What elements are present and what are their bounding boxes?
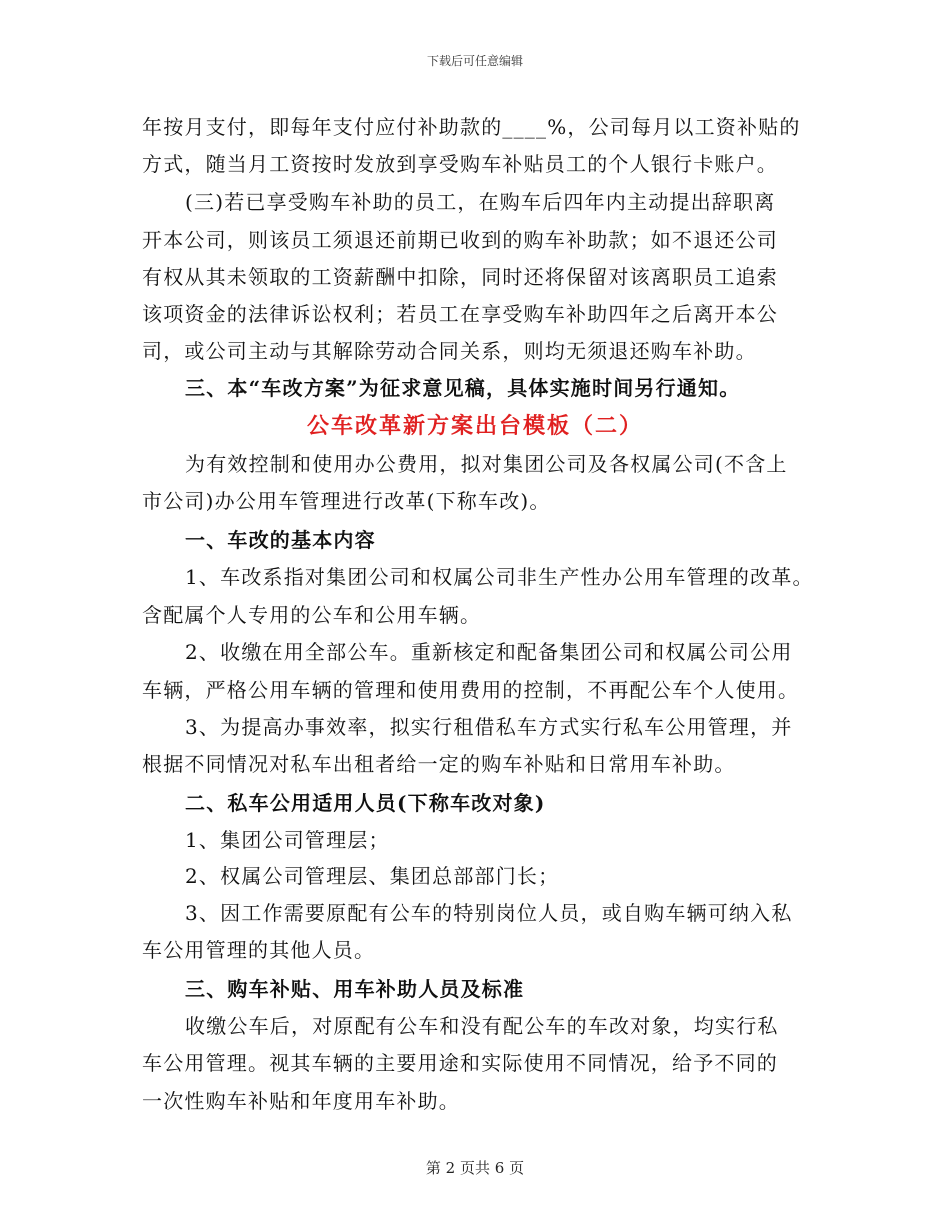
body-line: 年按月支付，即每年支付应付补助款的____%，公司每月以工资补贴的 [142, 115, 801, 139]
body-line: 车辆，严格公用车辆的管理和使用费用的控制，不再配公车个人使用。 [142, 678, 800, 702]
body-line: 3、为提高办事效率，拟实行租借私车方式实行私车公用管理，并 [185, 715, 793, 739]
body-line: 车公用管理。视其车辆的主要用途和实际使用不同情况，给予不同的 [142, 1051, 778, 1075]
document-title: 公车改革新方案出台模板（二） [306, 413, 643, 439]
body-line: 1、集团公司管理层； [185, 828, 390, 852]
section-heading: 三、购车补贴、用车补助人员及标准 [185, 977, 525, 1001]
body-line: 方式，随当月工资按时发放到享受购车补贴员工的个人银行卡账户。 [142, 152, 778, 176]
header-note: 下载后可任意编辑 [426, 54, 523, 68]
section-heading: 二、私车公用适用人员(下称车改对象) [185, 791, 546, 815]
body-line: 2、收缴在用全部公车。重新核定和配备集团公司和权属公司公用 [185, 640, 793, 664]
body-line: 3、因工作需要原配有公车的特别岗位人员，或自购车辆可纳入私 [185, 901, 793, 925]
body-line: 有权从其未领取的工资薪酬中扣除，同时还将保留对该离职员工追索 [142, 265, 778, 289]
body-line: 市公司)办公用车管理进行改革(下称车改)。 [142, 489, 551, 513]
body-line: (三)若已享受购车补助的员工，在购车后四年内主动提出辞职离 [185, 190, 776, 214]
body-line: 开本公司，则该员工须退还前期已收到的购车补助款；如不退还公司 [142, 228, 778, 252]
body-line: 收缴公车后，对原配有公车和没有配公车的车改对象，均实行私 [185, 1014, 779, 1038]
section-heading: 三、本“车改方案”为征求意见稿，具体实施时间另行通知。 [185, 376, 741, 400]
body-line: 该项资金的法律诉讼权利；若员工在享受购车补助四年之后离开本公 [142, 302, 778, 326]
body-line: 含配属个人专用的公车和公用车辆。 [142, 603, 482, 627]
body-line: 为有效控制和使用办公费用，拟对集团公司及各权属公司(不含上 [185, 452, 788, 476]
body-line: 2、权属公司管理层、集团总部部门长； [185, 864, 560, 888]
body-line: 根据不同情况对私车出租者给一定的购车补贴和日常用车补助。 [142, 752, 736, 776]
body-line: 车公用管理的其他人员。 [142, 938, 376, 962]
section-heading: 一、车改的基本内容 [185, 528, 376, 552]
page-number-footer: 第 2 页共 6 页 [425, 1159, 525, 1177]
body-line: 1、车改系指对集团公司和权属公司非生产性办公用车管理的改革。 [185, 565, 814, 589]
body-line: 司，或公司主动与其解除劳动合同关系，则均无须退还购车补助。 [142, 339, 757, 363]
body-line: 一次性购车补贴和年度用车补助。 [142, 1089, 460, 1113]
